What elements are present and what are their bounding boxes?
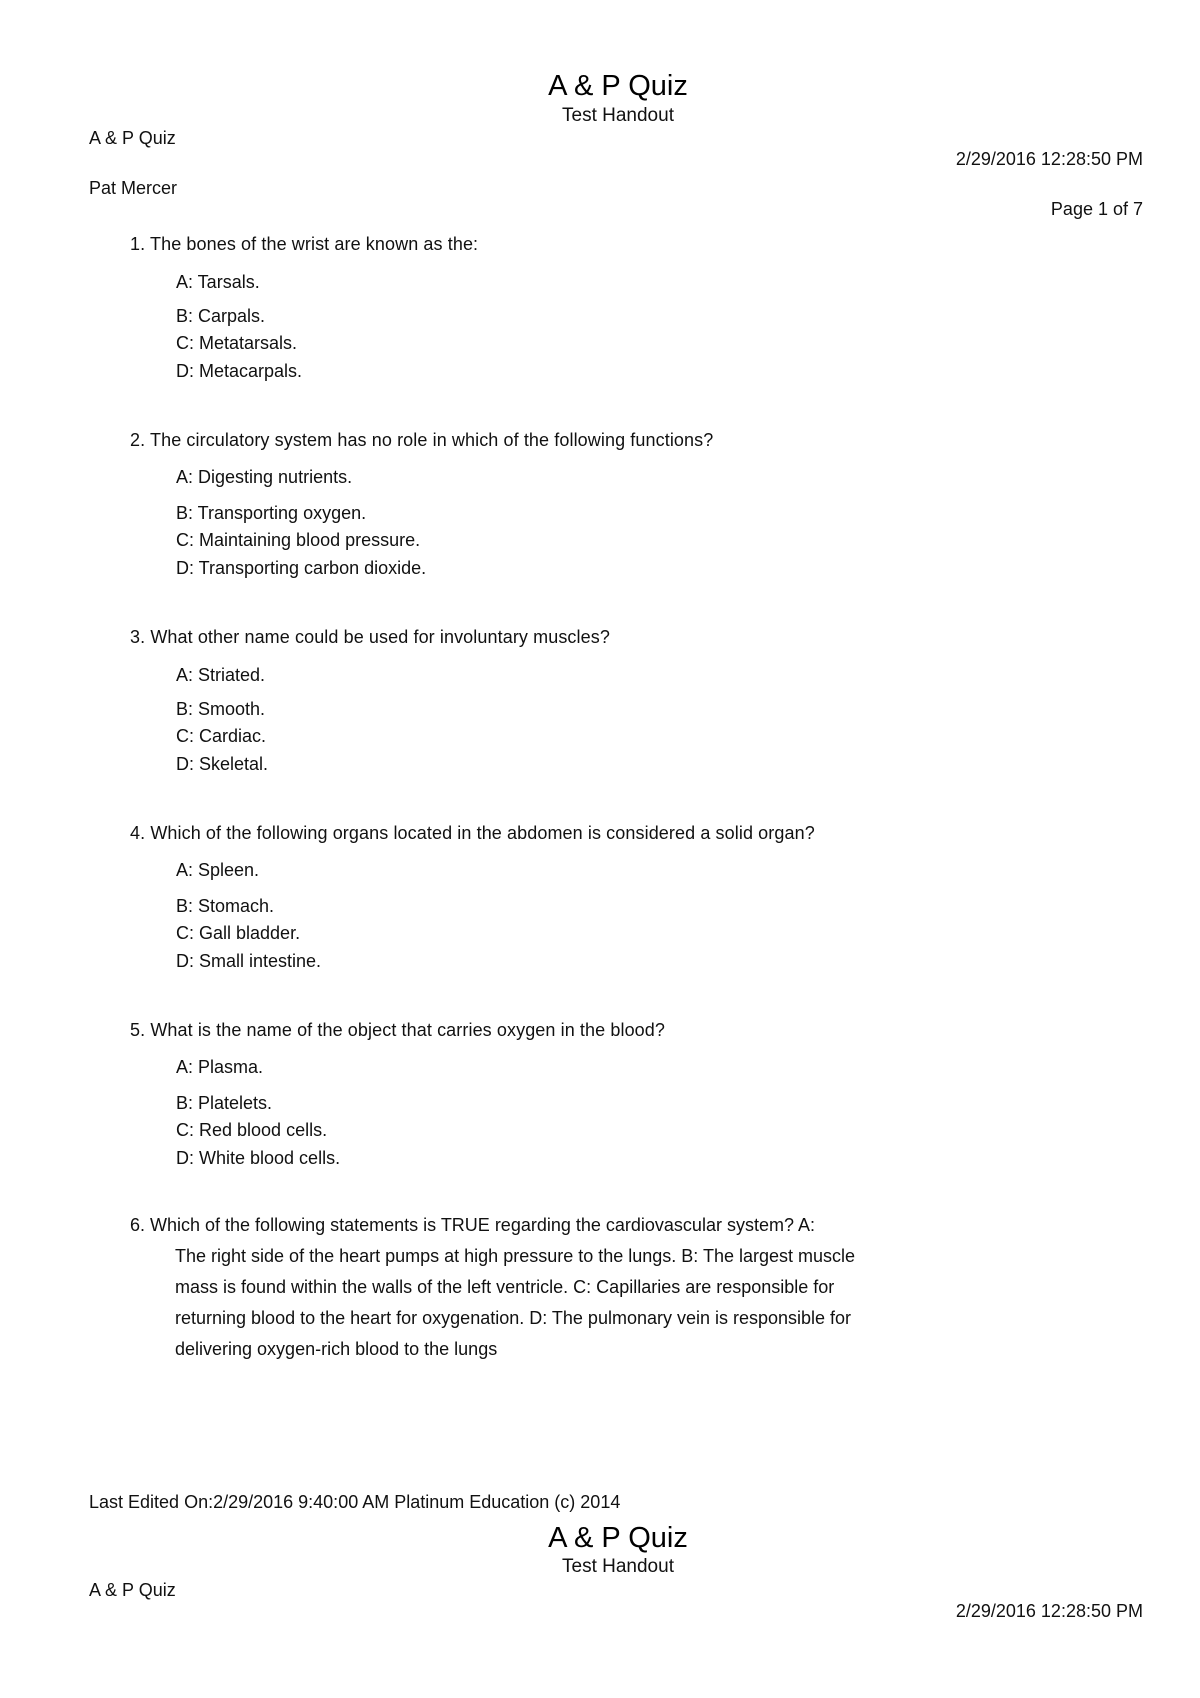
question-text: 1. The bones of the wrist are known as the: <box>130 234 479 254</box>
print-datetime: 2/29/2016 12:28:50 PM <box>955 1601 1143 1621</box>
page-number: Page 1 of 7 <box>1050 199 1143 219</box>
question-text: 2. The circulatory system has no role in which of the following functions? <box>130 430 714 450</box>
answer-option: C: Gall bladder. <box>176 923 301 943</box>
quiz-name: A & P Quiz <box>89 1580 176 1600</box>
answer-option: B: Transporting oxygen. <box>176 503 367 523</box>
answer-option: B: Stomach. <box>176 896 275 916</box>
answer-option: C: Red blood cells. <box>176 1120 328 1140</box>
answer-option: C: Metatarsals. <box>176 333 298 353</box>
print-datetime: 2/29/2016 12:28:50 PM <box>955 149 1143 169</box>
answer-option: D: Transporting carbon dioxide. <box>176 558 427 578</box>
page-title: A & P Quiz <box>548 1522 688 1554</box>
answer-option: D: Small intestine. <box>176 951 322 971</box>
question-text: 3. What other name could be used for involuntary muscles? <box>130 627 610 647</box>
question-text: 6. Which of the following statements is TRUE regarding the cardiovascular system? A: <box>130 1215 815 1235</box>
answer-option: B: Carpals. <box>176 306 266 326</box>
answer-option: D: Skeletal. <box>176 754 269 774</box>
answer-option: A: Digesting nutrients. <box>176 467 353 487</box>
answer-option: D: White blood cells. <box>176 1148 341 1168</box>
answer-option: C: Cardiac. <box>176 726 267 746</box>
answer-option: A: Tarsals. <box>176 272 260 292</box>
answer-option: A: Spleen. <box>176 860 260 880</box>
page-subtitle: Test Handout <box>562 1556 674 1577</box>
answer-option: A: Striated. <box>176 665 266 685</box>
answer-option: B: Platelets. <box>176 1093 273 1113</box>
answer-option: C: Maintaining blood pressure. <box>176 530 421 550</box>
last-edited-footer: Last Edited On:2/29/2016 9:40:00 AM Platinum Education (c) 2014 <box>89 1492 621 1512</box>
question-paragraph <box>130 1210 890 1365</box>
question-text: 4. Which of the following organs located in the abdomen is considered a solid organ? <box>130 823 815 843</box>
quiz-name: A & P Quiz <box>89 128 176 148</box>
page-title: A & P Quiz <box>548 70 688 102</box>
question-text-continued: The right side of the heart pumps at high pressure to the lungs. B: The largest muscle mass is found within the walls of the left ventricle. C: Capillaries are responsible for returning blood to the heart for oxygenation. D: The pulmonary vein is responsible for delivering oxygen-rich blood to the lungs <box>175 1246 856 1359</box>
page-subtitle: Test Handout <box>562 105 674 126</box>
answer-option: B: Smooth. <box>176 699 266 719</box>
answer-option: D: Metacarpals. <box>176 361 303 381</box>
answer-option: A: Plasma. <box>176 1057 264 1077</box>
question-text: 5. What is the name of the object that carries oxygen in the blood? <box>130 1020 666 1040</box>
student-name: Pat Mercer <box>89 178 178 198</box>
